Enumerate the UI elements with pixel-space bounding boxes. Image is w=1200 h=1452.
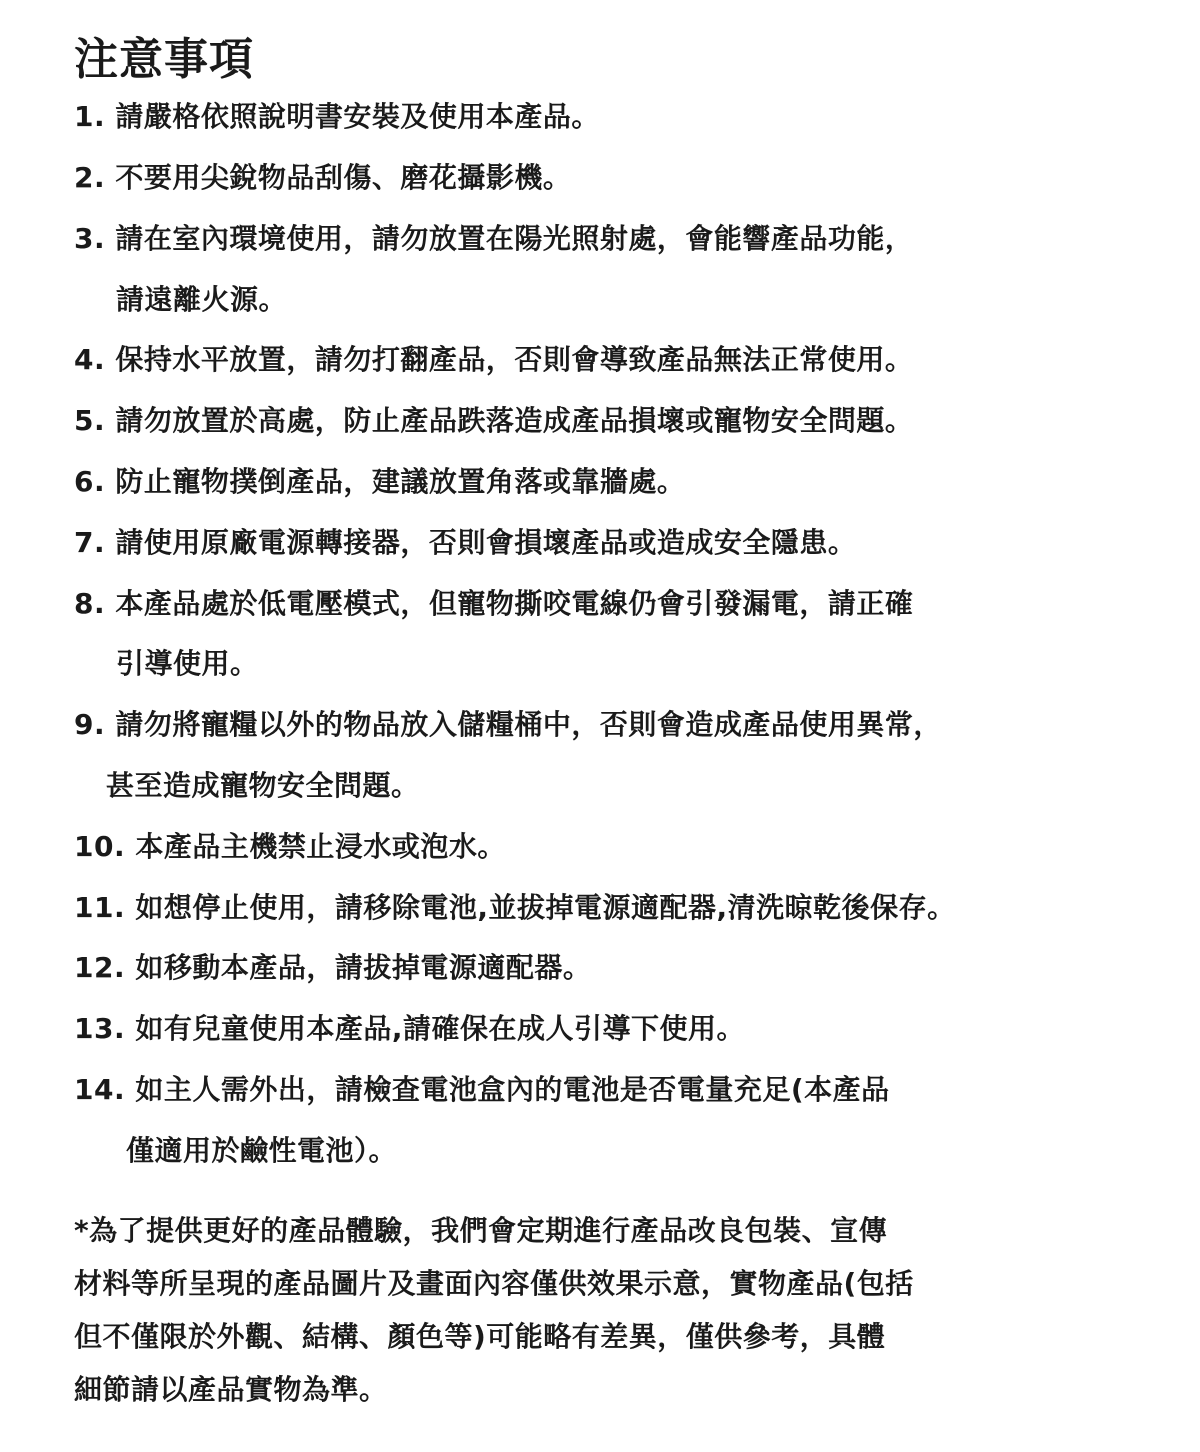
- notice-item-14-cont: 僅適用於鹼性電池）。: [126, 1134, 398, 1167]
- notice-item-9-cont: 甚至造成寵物安全問題。: [106, 769, 420, 802]
- notice-item-6: 6. 防止寵物撲倒產品，建議放置角落或靠牆處。: [74, 465, 686, 498]
- notice-item-4: 4. 保持水平放置，請勿打翻產品，否則會導致產品無法正常使用。: [74, 343, 914, 376]
- disclaimer-line-3: 但不僅限於外觀、結構、顏色等)可能略有差異，僅供參考，具體: [74, 1320, 886, 1353]
- disclaimer-line-1: *為了提供更好的產品體驗，我們會定期進行產品改良包裝、宣傳: [74, 1214, 888, 1247]
- notice-item-12: 12. 如移動本產品，請拔掉電源適配器。: [74, 951, 592, 984]
- notice-item-9: 9. 請勿將寵糧以外的物品放入儲糧桶中，否則會造成產品使用異常，: [74, 708, 942, 741]
- notice-item-10: 10. 本產品主機禁止浸水或泡水。: [74, 830, 506, 863]
- disclaimer-line-2: 材料等所呈現的產品圖片及畫面內容僅供效果示意，實物產品(包括: [74, 1267, 914, 1300]
- notice-item-1: 1. 請嚴格依照說明書安裝及使用本產品。: [74, 100, 600, 133]
- notice-item-11: 11. 如想停止使用，請移除電池,並拔掉電源適配器,清洗晾乾後保存。: [74, 891, 956, 924]
- notice-item-14: 14. 如主人需外出，請檢查電池盒內的電池是否電量充足(本產品: [74, 1073, 890, 1106]
- notice-item-5: 5. 請勿放置於高處，防止產品跌落造成產品損壞或寵物安全問題。: [74, 404, 914, 437]
- page-title: 注意事項: [74, 34, 254, 85]
- notice-item-13: 13. 如有兒童使用本產品,請確保在成人引導下使用。: [74, 1012, 745, 1045]
- notice-item-2: 2. 不要用尖銳物品刮傷、磨花攝影機。: [74, 161, 572, 194]
- notice-item-8-cont: 引導使用。: [116, 647, 259, 680]
- notice-item-7: 7. 請使用原廠電源轉接器，否則會損壞產品或造成安全隱患。: [74, 526, 857, 559]
- notice-item-8: 8. 本產品處於低電壓模式，但寵物撕咬電線仍會引發漏電，請正確: [74, 587, 914, 620]
- notice-item-3-cont: 請遠離火源。: [116, 283, 288, 316]
- notice-item-3: 3. 請在室內環境使用，請勿放置在陽光照射處，會能響產品功能，: [74, 222, 914, 255]
- disclaimer-line-4: 細節請以產品實物為準。: [74, 1373, 388, 1406]
